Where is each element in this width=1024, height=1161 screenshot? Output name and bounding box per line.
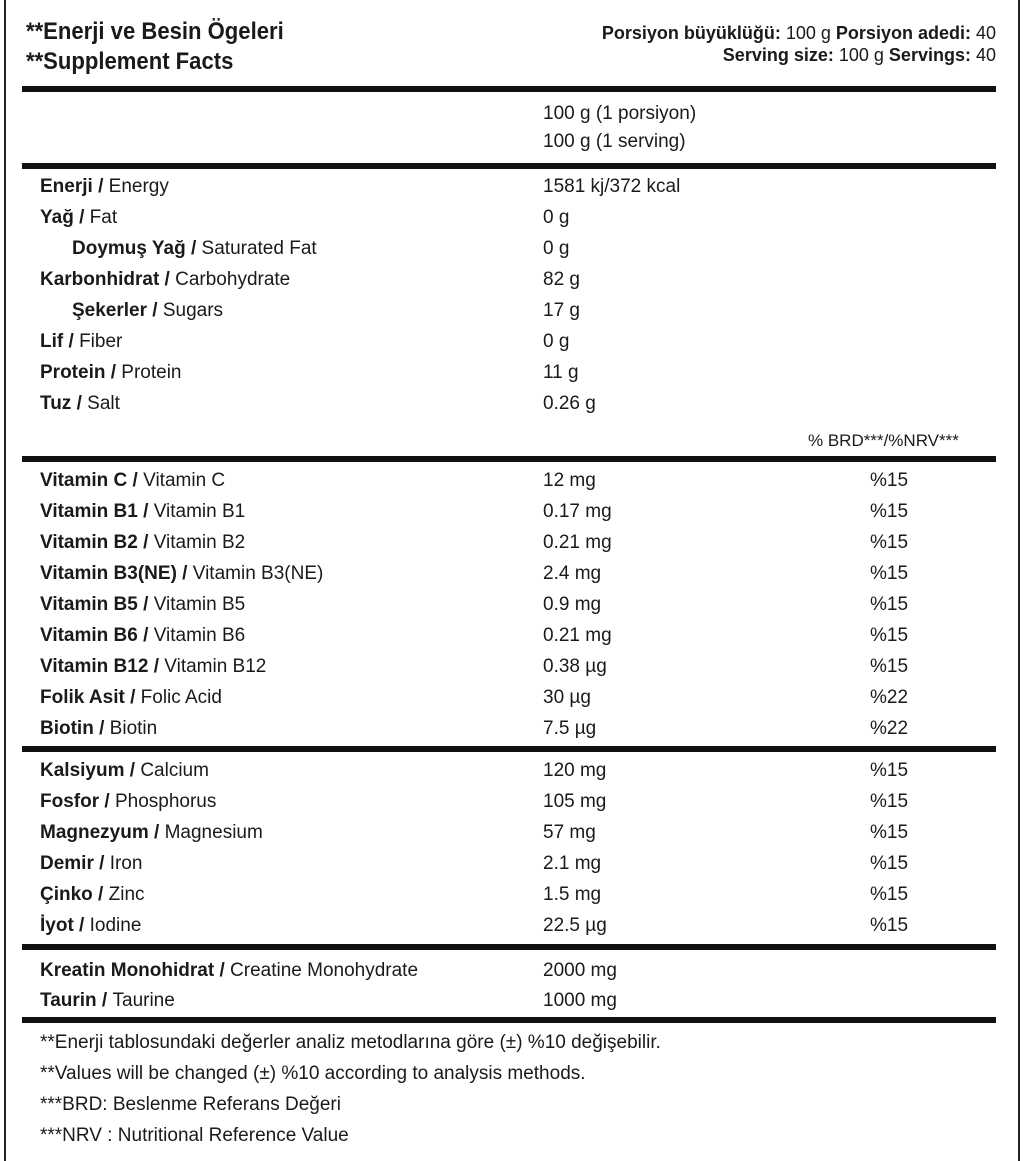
title-turkish: **Enerji ve Besin Ögeleri <box>26 18 284 45</box>
nutrient-nrv-percent: %15 <box>870 656 909 677</box>
nutrient-name <box>40 880 145 910</box>
nutrient-row <box>40 296 980 326</box>
name-separator: / <box>176 563 193 584</box>
name-separator: / <box>185 238 202 259</box>
divider <box>22 86 996 92</box>
nutrient-name-turkish: Karbonhidrat <box>40 269 160 290</box>
nutrient-amount: 11 g <box>543 362 579 383</box>
footnote-line: **Values will be changed (±) %10 according to analysis methods. <box>40 1063 586 1084</box>
nutrient-name-turkish: Vitamin B2 <box>40 532 138 553</box>
nutrient-name <box>40 389 120 419</box>
name-separator: / <box>137 532 154 553</box>
nutrient-nrv-percent: %15 <box>870 760 909 781</box>
servings-count-label-tr: Porsiyon adedi: <box>835 23 971 43</box>
nutrient-row <box>40 714 980 744</box>
name-separator: / <box>99 791 115 812</box>
nutrient-name-turkish: Kreatin Monohidrat <box>40 960 215 981</box>
nutrient-amount: 0.21 mg <box>543 625 612 646</box>
footnote-line: **Enerji tablosundaki değerler analiz metodlarına göre (±) %10 değişebilir. <box>40 1032 661 1053</box>
nutrient-name-english: Vitamin B1 <box>153 501 246 522</box>
divider <box>22 746 996 752</box>
nutrient-row <box>40 203 980 233</box>
serving-size-value-tr: 100 g <box>785 23 831 43</box>
serving-size-label-tr: Porsiyon büyüklüğü: <box>601 23 781 43</box>
nutrient-name <box>40 327 122 357</box>
nutrient-name-english: Phosphorus <box>114 791 217 812</box>
nutrient-name <box>40 203 117 233</box>
name-separator: / <box>93 718 110 739</box>
nutrient-name-english: Vitamin C <box>143 470 226 491</box>
nutrient-row <box>40 327 980 357</box>
name-separator: / <box>148 656 165 677</box>
nutrient-nrv-percent: %15 <box>870 501 909 522</box>
name-separator: / <box>124 760 141 781</box>
nutrient-name <box>40 911 141 941</box>
nutrient-row <box>40 683 980 713</box>
nutrient-name-english: Creatine Monohydrate <box>230 960 419 981</box>
nutrient-row <box>40 265 980 295</box>
nutrient-row <box>40 787 980 817</box>
nutrient-nrv-percent: %15 <box>870 853 909 874</box>
divider <box>22 456 996 462</box>
nutrient-row <box>40 497 980 527</box>
servings-count-value-en: 40 <box>975 45 996 65</box>
nutrient-name-turkish: Kalsiyum <box>40 760 125 781</box>
divider <box>22 163 996 169</box>
nutrient-name-english: Salt <box>87 393 120 414</box>
nutrient-amount: 57 mg <box>543 822 596 843</box>
nutrient-amount: 1000 mg <box>543 990 617 1011</box>
nutrient-name-turkish: Fosfor <box>40 791 100 812</box>
nutrient-name <box>40 956 418 986</box>
nutrient-amount: 22.5 µg <box>543 915 607 936</box>
nutrient-name <box>40 559 323 589</box>
nutrient-nrv-percent: %15 <box>870 884 909 905</box>
nutrient-name-english: Vitamin B2 <box>153 532 246 553</box>
nrv-column-header: % BRD***/%NRV*** <box>808 431 959 450</box>
nutrient-name-english: Saturated Fat <box>201 238 317 259</box>
nutrient-name-turkish: Tuz <box>40 393 72 414</box>
nutrient-name <box>40 849 142 879</box>
nutrient-nrv-percent: %22 <box>870 687 909 708</box>
nutrient-name-english: Zinc <box>108 884 145 905</box>
nutrient-row <box>40 956 980 986</box>
nutrient-nrv-percent: %22 <box>870 718 909 739</box>
nutrient-row <box>40 621 980 651</box>
nutrient-name-english: Energy <box>108 176 169 197</box>
name-separator: / <box>137 625 154 646</box>
nutrient-name <box>40 497 245 527</box>
nutrient-name <box>40 818 263 848</box>
nutrient-name-turkish: Vitamin C <box>40 470 128 491</box>
nutrient-amount: 12 mg <box>543 470 596 491</box>
nutrient-amount: 0 g <box>543 238 570 259</box>
name-separator: / <box>96 990 113 1011</box>
nutrient-amount: 0.21 mg <box>543 532 612 553</box>
nutrient-row <box>40 528 980 558</box>
footnote-line: ***NRV : Nutritional Reference Value <box>40 1125 349 1146</box>
nutrient-nrv-percent: %15 <box>870 625 909 646</box>
nutrient-row <box>40 756 980 786</box>
facts-header <box>26 16 996 76</box>
nutrient-nrv-percent: %15 <box>870 915 909 936</box>
nutrient-name-turkish: Demir <box>40 853 94 874</box>
name-separator: / <box>105 362 122 383</box>
name-separator: / <box>93 853 110 874</box>
nutrient-name-turkish: Vitamin B12 <box>40 656 149 677</box>
divider <box>22 944 996 950</box>
nutrient-nrv-percent: %15 <box>870 563 909 584</box>
nutrient-name-turkish: Vitamin B3(NE) <box>40 563 177 584</box>
serving-info-english <box>723 44 996 66</box>
nutrient-name <box>72 296 223 326</box>
nutrient-nrv-percent: %15 <box>870 822 909 843</box>
nutrient-row <box>40 234 980 264</box>
nutrient-nrv-percent: %15 <box>870 791 909 812</box>
name-separator: / <box>124 687 141 708</box>
nutrient-name <box>40 787 216 817</box>
nutrient-name-turkish: Lif <box>40 331 64 352</box>
nutrient-name-english: Calcium <box>140 760 209 781</box>
nutrient-name-turkish: Şekerler <box>72 300 148 321</box>
nutrient-name-turkish: Vitamin B6 <box>40 625 138 646</box>
name-separator: / <box>159 269 176 290</box>
serving-size-label-en: Serving size: <box>722 45 834 65</box>
name-separator: / <box>147 300 163 321</box>
name-separator: / <box>137 594 154 615</box>
nutrient-amount: 2.4 mg <box>543 563 602 584</box>
nutrient-name-english: Protein <box>121 362 182 383</box>
nutrient-name-english: Vitamin B5 <box>153 594 246 615</box>
nutrient-amount: 1.5 mg <box>543 884 602 905</box>
nutrient-name <box>40 590 245 620</box>
nutrient-name-english: Biotin <box>109 718 158 739</box>
nutrient-name-english: Fiber <box>79 331 123 352</box>
nutrient-row <box>40 389 980 419</box>
name-separator: / <box>214 960 231 981</box>
nutrient-name-english: Sugars <box>162 300 224 321</box>
nutrient-name-turkish: Yağ <box>40 207 74 228</box>
nutrient-name-turkish: Doymuş Yağ <box>72 238 186 259</box>
portion-line-english: 100 g (1 serving) <box>543 131 686 152</box>
nutrient-name-english: Fat <box>89 207 118 228</box>
nutrient-amount: 2000 mg <box>543 960 617 981</box>
nutrient-row <box>40 652 980 682</box>
nutrient-amount: 30 µg <box>543 687 591 708</box>
nutrient-name-turkish: Protein <box>40 362 106 383</box>
portion-line-turkish: 100 g (1 porsiyon) <box>543 103 697 124</box>
nutrient-name-english: Vitamin B6 <box>153 625 246 646</box>
nutrient-name-english: Carbohydrate <box>175 269 291 290</box>
nutrient-amount: 2.1 mg <box>543 853 602 874</box>
nutrient-row <box>40 172 980 202</box>
servings-count-value-tr: 40 <box>975 23 996 43</box>
nutrient-nrv-percent: %15 <box>870 532 909 553</box>
nutrient-amount: 17 g <box>543 300 580 321</box>
nutrient-name-english: Vitamin B12 <box>164 656 267 677</box>
name-separator: / <box>71 393 88 414</box>
nutrient-name <box>72 234 317 264</box>
nutrient-name-english: Iron <box>109 853 143 874</box>
nutrient-amount: 0.17 mg <box>543 501 612 522</box>
nutrient-name <box>40 466 225 496</box>
nutrient-amount: 1581 kj/372 kcal <box>543 176 681 197</box>
nutrient-name <box>40 756 209 786</box>
name-separator: / <box>73 915 90 936</box>
nutrient-amount: 0.26 g <box>543 393 596 414</box>
title-english: **Supplement Facts <box>26 48 234 75</box>
name-separator: / <box>137 501 154 522</box>
nutrient-amount: 0 g <box>543 331 570 352</box>
nutrient-name <box>40 986 175 1016</box>
nutrient-row <box>40 849 980 879</box>
nutrient-name-turkish: İyot <box>40 915 74 936</box>
nutrient-amount: 0.9 mg <box>543 594 602 615</box>
nutrient-name <box>40 621 245 651</box>
nutrient-row <box>40 818 980 848</box>
nutrient-name <box>40 683 222 713</box>
servings-count-label-en: Servings: <box>888 45 971 65</box>
name-separator: / <box>92 884 109 905</box>
nutrient-name-english: Magnesium <box>164 822 263 843</box>
serving-size-value-en: 100 g <box>838 45 884 65</box>
nutrient-name <box>40 652 266 682</box>
serving-info-turkish <box>602 22 996 44</box>
nutrient-amount: 7.5 µg <box>543 718 597 739</box>
name-separator: / <box>73 207 90 228</box>
nutrient-name <box>40 172 169 202</box>
nutrient-amount: 120 mg <box>543 760 607 781</box>
nutrient-row <box>40 358 980 388</box>
nutrient-amount: 105 mg <box>543 791 607 812</box>
nutrient-name <box>40 358 182 388</box>
nutrient-row <box>40 466 980 496</box>
nutrient-row <box>40 986 980 1016</box>
name-separator: / <box>92 176 109 197</box>
nutrient-name-turkish: Enerji <box>40 176 93 197</box>
nutrient-nrv-percent: %15 <box>870 594 909 615</box>
name-separator: / <box>63 331 80 352</box>
nutrient-name <box>40 265 290 295</box>
nutrient-name-turkish: Taurin <box>40 990 97 1011</box>
nutrient-name-english: Folic Acid <box>140 687 222 708</box>
nutrient-name-english: Iodine <box>89 915 142 936</box>
nutrient-name-turkish: Çinko <box>40 884 93 905</box>
divider <box>22 1017 996 1023</box>
nutrient-row <box>40 880 980 910</box>
nutrient-amount: 82 g <box>543 269 580 290</box>
nutrient-name-english: Vitamin B3(NE) <box>192 563 324 584</box>
nutrient-name-turkish: Vitamin B5 <box>40 594 138 615</box>
nutrient-name-turkish: Vitamin B1 <box>40 501 138 522</box>
nutrient-row <box>40 911 980 941</box>
nutrient-name-turkish: Biotin <box>40 718 94 739</box>
name-separator: / <box>148 822 165 843</box>
nutrient-name <box>40 714 157 744</box>
nutrient-amount: 0.38 µg <box>543 656 607 677</box>
nutrient-name-turkish: Magnezyum <box>40 822 149 843</box>
nutrient-name-english: Taurine <box>112 990 175 1011</box>
nutrient-name-turkish: Folik Asit <box>40 687 125 708</box>
nutrient-row <box>40 590 980 620</box>
nutrient-row <box>40 559 980 589</box>
nutrient-name <box>40 528 245 558</box>
nutrient-nrv-percent: %15 <box>870 470 909 491</box>
name-separator: / <box>127 470 144 491</box>
footnote-line: ***BRD: Beslenme Referans Değeri <box>40 1094 341 1115</box>
nutrient-amount: 0 g <box>543 207 570 228</box>
